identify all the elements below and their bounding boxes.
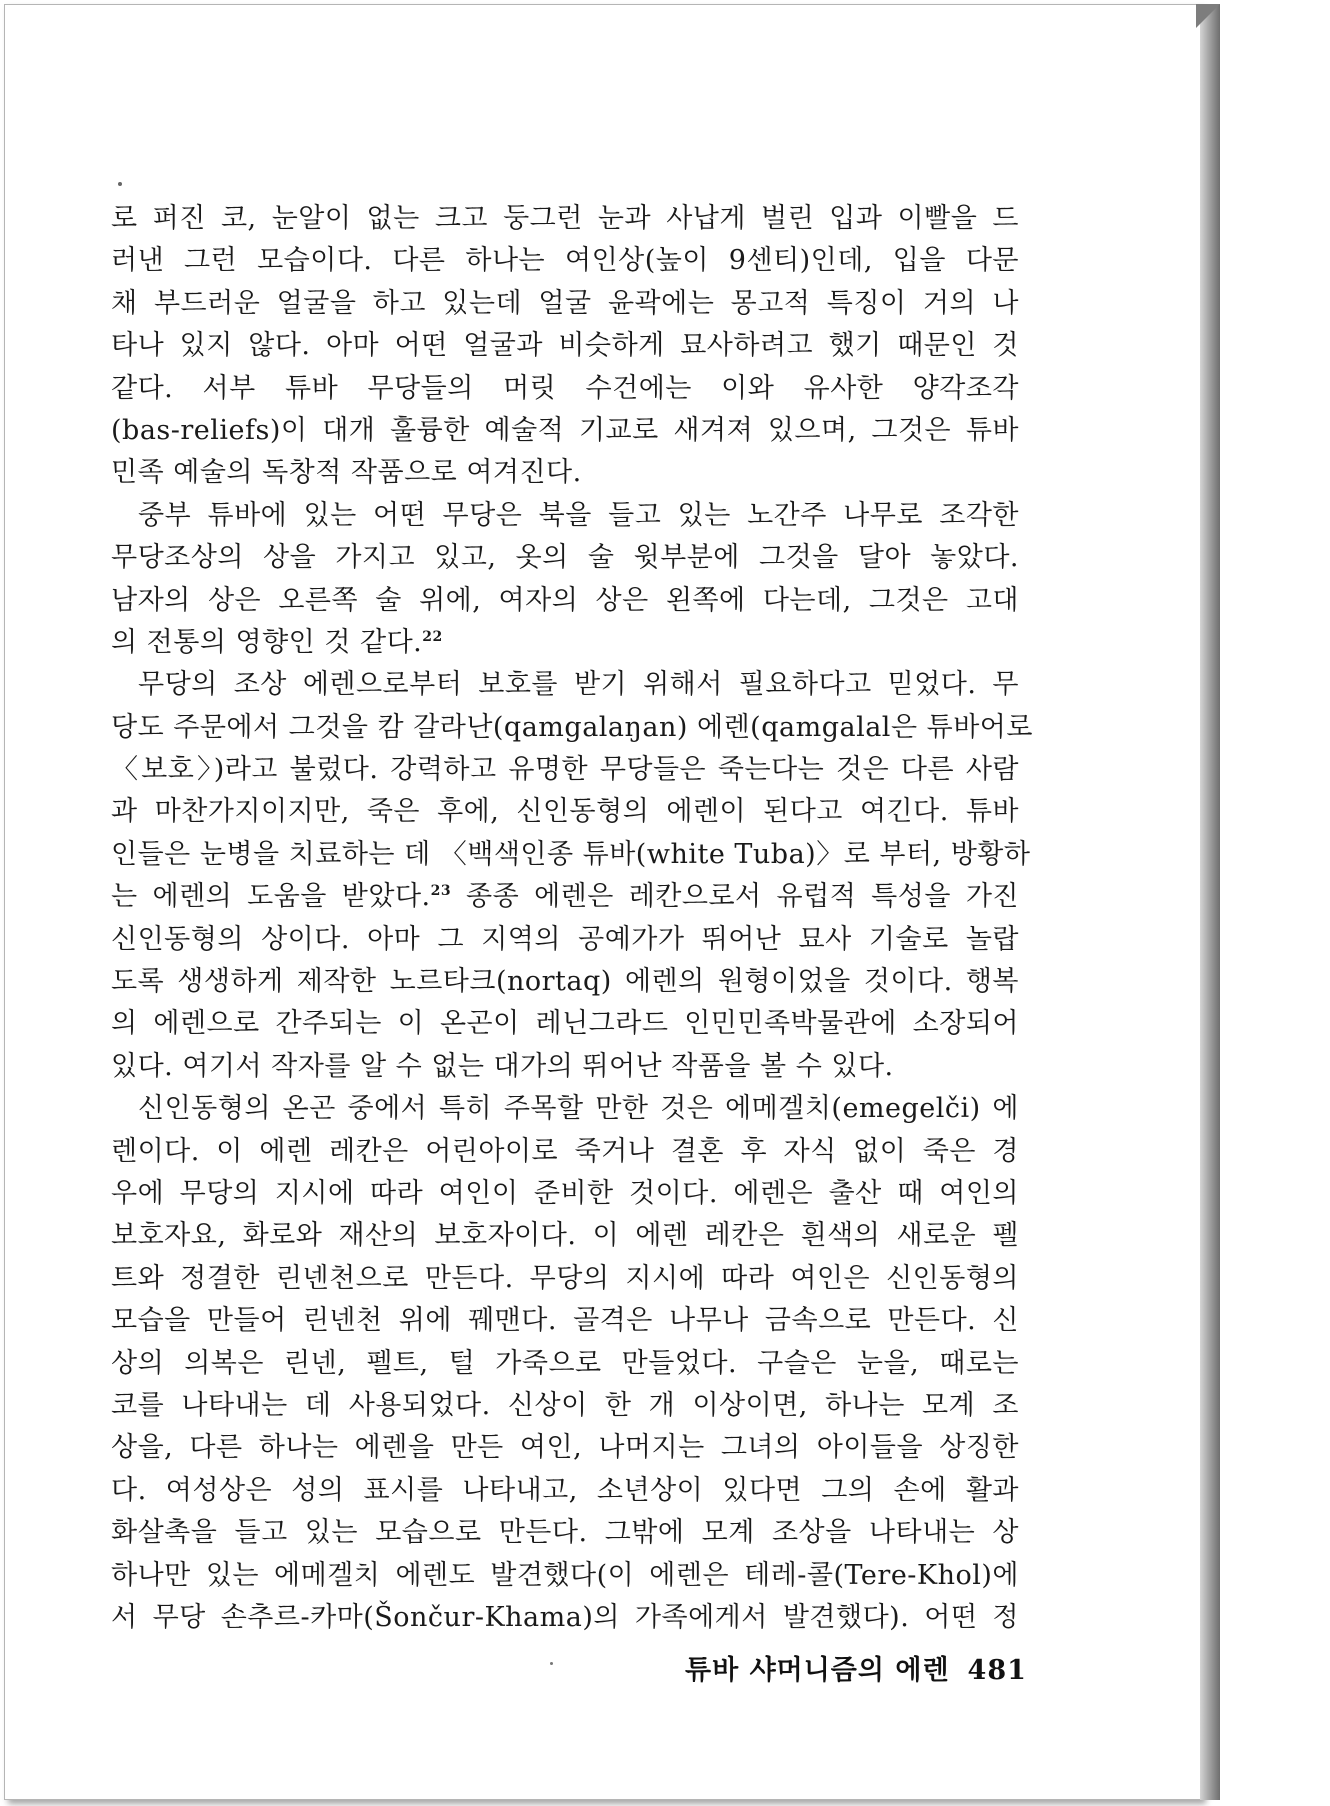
page-edge-shadow [1200,4,1220,1800]
text-line: 우에 무당의 지시에 따라 여인이 준비한 것이다. 에렌은 출산 때 여인의 [111,1177,1019,1209]
text-line: 신인동형의 상이다. 아마 그 지역의 공예가가 뛰어난 묘사 기술로 놀랍 [111,923,1019,955]
footnote-marker: 22 [422,628,443,645]
text-line: 의 에렌으로 간주되는 이 온곤이 레닌그라드 인민민족박물관에 소장되어 [111,1008,1019,1040]
text-line: 로 퍼진 코, 눈알이 없는 크고 둥그런 눈과 사납게 벌린 입과 이빨을 드 [111,203,1019,234]
text-line-with-footnote [111,622,1019,664]
text-line: 하나만 있는 에메겔치 에렌도 발견했다(이 에렌은 테레-콜(Tere-Khol)에 [111,1559,1019,1591]
text-line: 인들은 눈병을 치료하는 데 〈백색인종 튜바(white Tuba)〉로 부터, 방황하 [111,838,1031,870]
paragraph-first-line: 신인동형의 온곤 중에서 특히 주목할 만한 것은 에메겔치(emegelči) 에 [138,1093,1019,1125]
page-corner-fold [1196,4,1220,28]
text-line: 채 부드러운 얼굴을 하고 있는데 얼굴 윤곽에는 몽고적 특징이 거의 나 [111,287,1019,319]
page-number: 481 [967,1655,1027,1686]
text-line: 남자의 상은 오른쪽 술 위에, 여자의 상은 왼쪽에 다는데, 그것은 고대 [111,584,1019,616]
text-line: 상의 의복은 린넨, 펠트, 털 가죽으로 만들었다. 구슬은 눈을, 때로는 [111,1347,1019,1379]
text-segment: 의 전통의 영향인 것 같다. [111,626,423,658]
text-line: 서 무당 손추르-카마(Šončur-Khama)의 가족에게서 발견했다). 어떤 정 [111,1601,1019,1633]
body-text [111,198,1033,1639]
scan-speck [550,1662,553,1665]
text-line: 트와 정결한 린넨천으로 만든다. 무당의 지시에 따라 여인은 신인동형의 [111,1262,1019,1294]
paragraph-first-line: 중부 튜바에 있는 어떤 무당은 북을 들고 있는 노간주 나무로 조각한 [138,499,1019,531]
running-footer [685,1648,1027,1687]
text-line: 무당조상의 상을 가지고 있고, 옷의 술 윗부분에 그것을 달아 놓았다. [111,542,1019,574]
text-line: 과 마찬가지이지만, 죽은 후에, 신인동형의 에렌이 된다고 여긴다. 튜바 [111,796,1019,828]
text-line: (bas-reliefs)이 대개 훌륭한 예술적 기교로 새겨져 있으며, 그것은 튜바 [111,414,1019,446]
scan-speck [118,182,122,186]
text-line: 다. 여성상은 성의 표시를 나타내고, 소년상이 있다면 그의 손에 활과 [111,1474,1019,1506]
text-line: 당도 주문에서 그것을 캄 갈라난(qamgalaŋan) 에렌(qamgalal은 튜바어로 [111,711,1033,743]
text-line: 보호자요, 화로와 재산의 보호자이다. 이 에렌 레칸은 흰색의 새로운 펠 [111,1220,1019,1252]
paragraph-first-line: 무당의 조상 에렌으로부터 보호를 받기 위해서 필요하다고 믿었다. 무 [138,669,1019,701]
text-line: 있다. 여기서 작자를 알 수 없는 대가의 뛰어난 작품을 볼 수 있다. [111,1050,894,1082]
text-line: 코를 나타내는 데 사용되었다. 신상이 한 개 이상이면, 하나는 모계 조 [111,1389,1019,1421]
text-line: 타나 있지 않다. 아마 어떤 얼굴과 비슷하게 묘사하려고 했기 때문인 것 [111,330,1019,362]
text-line: 〈보호〉)라고 불렀다. 강력하고 유명한 무당들은 죽는다는 것은 다른 사람 [111,754,1019,786]
text-line: 민족 예술의 독창적 작품으로 여겨진다. [111,457,582,489]
text-line: 도록 생생하게 제작한 노르타크(nortaq) 에렌의 원형이었을 것이다. 행복 [111,966,1019,998]
text-line: 렌이다. 이 에렌 레칸은 어린아이로 죽거나 결혼 후 자식 없이 죽은 경 [111,1135,1019,1167]
text-line: 상을, 다른 하나는 에렌을 만든 여인, 나머지는 그녀의 아이들을 상징한 [111,1432,1019,1464]
text-segment: 는 에렌의 도움을 받았다. [111,881,431,913]
text-line: 같다. 서부 튜바 무당들의 머릿 수건에는 이와 유사한 양각조각 [111,372,1019,404]
footnote-marker: 23 [430,883,452,900]
running-title: 튜바 샤머니즘의 에렌 [685,1655,950,1686]
text-line-with-footnote [111,876,1019,918]
text-segment: 종종 에렌은 레칸으로서 유럽적 특성을 가진 [466,881,1019,913]
text-line: 모습을 만들어 린넨천 위에 꿰맨다. 골격은 나무나 금속으로 만든다. 신 [111,1305,1019,1337]
text-line: 화살촉을 들고 있는 모습으로 만든다. 그밖에 모계 조상을 나타내는 상 [111,1517,1019,1549]
text-line: 러낸 그런 모습이다. 다른 하나는 여인상(높이 9센티)인데, 입을 다문 [111,245,1019,277]
